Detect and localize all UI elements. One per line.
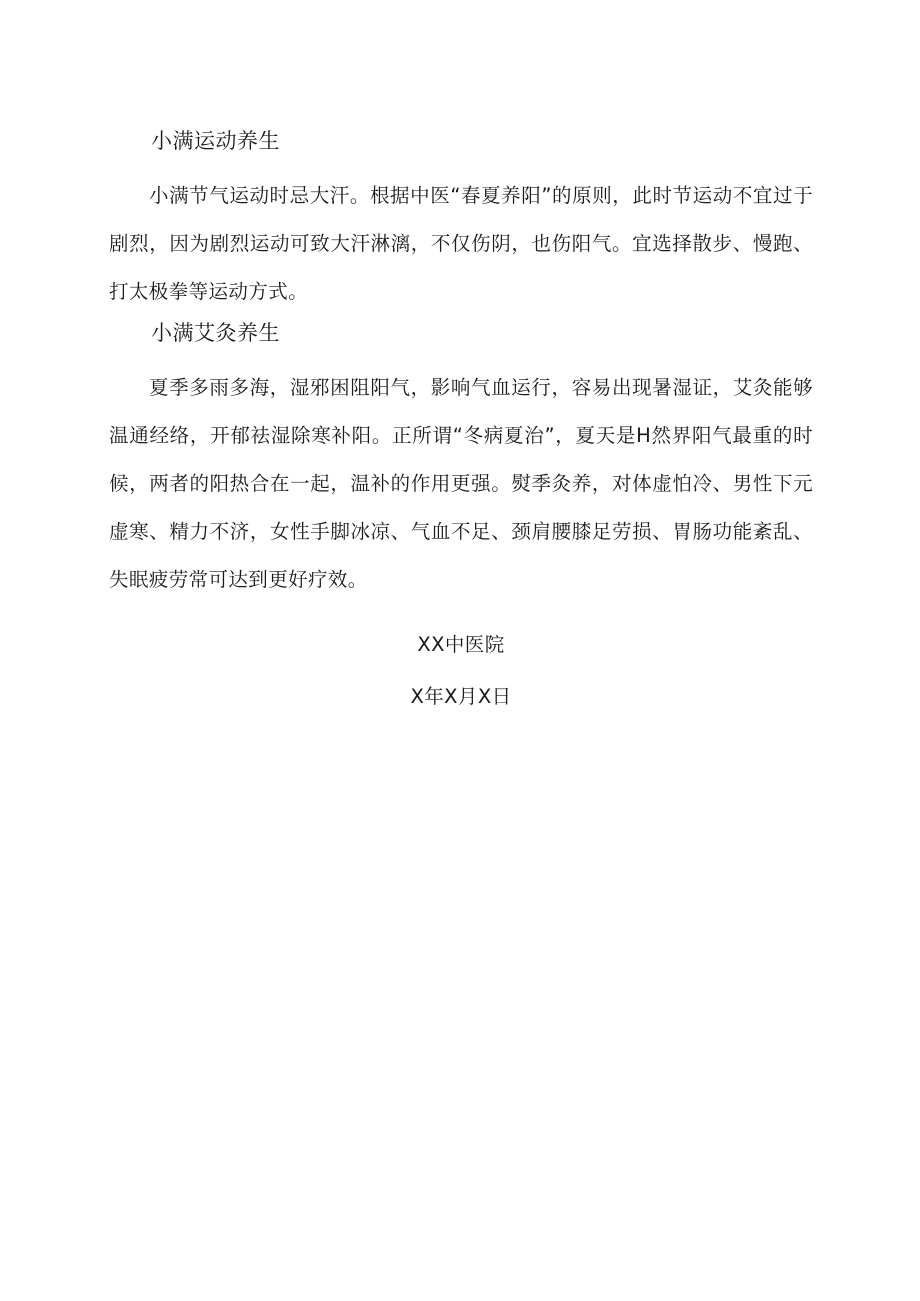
- section-heading-moxibustion: 小满艾灸养生: [151, 321, 280, 345]
- section-heading-exercise: 小满运动养生: [151, 129, 280, 153]
- section-body-moxibustion: 夏季多雨多海，湿邪困阻阳气，影响气血运行，容易出现暑湿证，艾灸能够温通经络，开郁祛湿除寒补阳。正所谓“冬病夏治”，夏天是H然界阳气最重的时候，两者的阳热合在一起，温补的作用更强。熨季灸养，对体虚怕冷、男性下元虚寒、精力不济，女性手脚冰凉、气血不足、颈肩腰膝足劳损、胃肠功能紊乱、失眠疲劳常可达到更好疗效。: [109, 376, 813, 591]
- signature-organization: XX中医院: [417, 633, 505, 656]
- document-content: [109, 126, 813, 712]
- section-body-exercise: 小满节气运动时忌大汗。根据中医“春夏养阳”的原则，此时节运动不宜过于剧烈，因为剧烈运动可致大汗淋漓，不仅伤阴，也伤阳气。宜选择散步、慢跑、打太极拳等运动方式。: [109, 184, 813, 303]
- signature-date: X年X月X日: [410, 685, 512, 708]
